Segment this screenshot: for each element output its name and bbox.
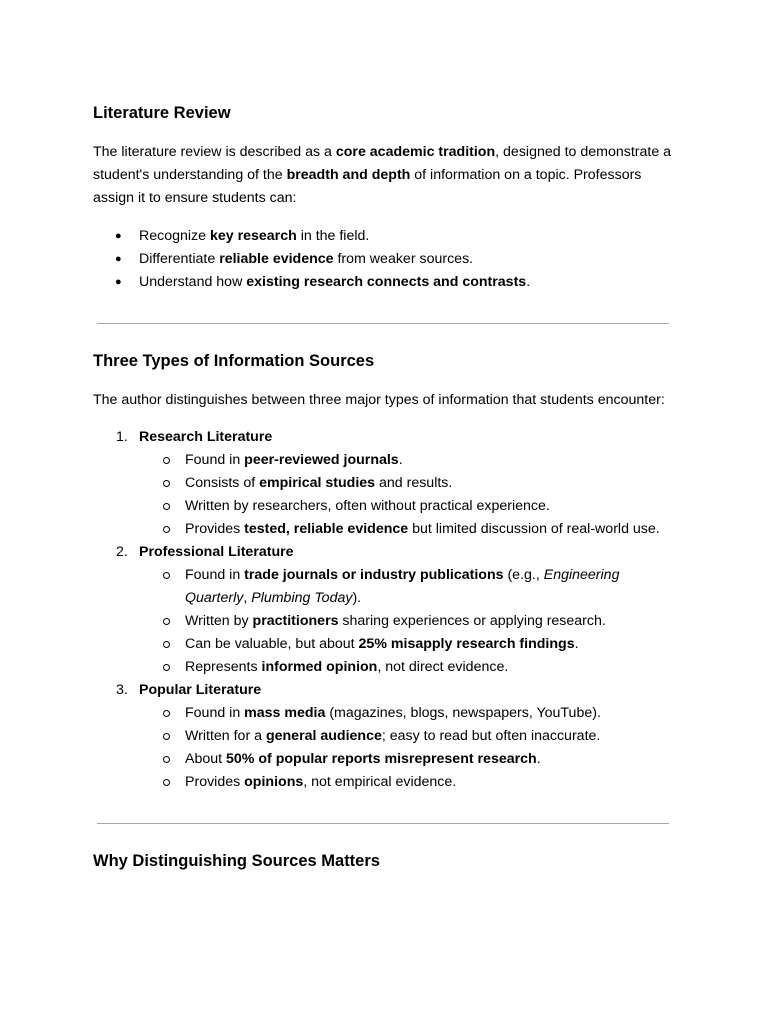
source-types-list — [93, 426, 683, 794]
bold-text: reliable evidence — [219, 251, 334, 267]
list-item — [139, 495, 683, 518]
text-run: sharing experiences or applying research. — [338, 613, 606, 629]
list-item — [139, 725, 683, 748]
source-type-item — [93, 679, 683, 794]
text-run: Found in — [185, 567, 245, 583]
bold-text: empirical studies — [259, 475, 376, 491]
text-run: (magazines, blogs, newspapers, YouTube). — [325, 705, 601, 721]
bold-text: informed opinion — [261, 659, 378, 675]
text-run: Provides — [185, 774, 245, 790]
text-run: Understand how — [139, 274, 247, 290]
text-run: , not empirical evidence. — [303, 774, 457, 790]
list-item — [139, 633, 683, 656]
bold-text: peer-reviewed journals — [244, 452, 399, 468]
bold-text: 50% of popular reports misrepresent research — [226, 751, 537, 767]
text-run: Recognize — [139, 228, 210, 244]
text-run: The literature review is described as a — [93, 144, 336, 160]
text-run: Written by — [185, 613, 253, 629]
bold-text: practitioners — [252, 613, 339, 629]
list-item — [139, 472, 683, 495]
list-number: 3. — [116, 682, 128, 698]
text-run: in the field. — [296, 228, 370, 244]
text-run: Found in — [185, 705, 245, 721]
intro-paragraph — [93, 141, 683, 210]
list-item — [139, 518, 683, 541]
list-item — [139, 702, 683, 725]
text-run: ). — [352, 590, 362, 606]
italic-text: Engineering Quarterly — [185, 567, 620, 606]
text-run: Written by researchers, often without practical experience. — [185, 498, 550, 514]
bold-text: mass media — [244, 705, 326, 721]
bold-text: breadth and depth — [286, 167, 411, 183]
text-run: . — [574, 636, 579, 652]
list-item — [93, 225, 683, 248]
source-detail-list — [139, 564, 683, 679]
text-run: Provides — [185, 521, 245, 537]
text-run: Written for a — [185, 728, 266, 744]
list-item — [139, 656, 683, 679]
section-divider — [97, 323, 669, 324]
list-item — [139, 748, 683, 771]
bold-text: tested, reliable evidence — [244, 521, 409, 537]
ability-list — [93, 225, 683, 294]
source-type-title: Popular Literature — [139, 682, 262, 698]
list-item — [93, 271, 683, 294]
text-run: , designed to demonstrate a student's understanding of the — [93, 144, 672, 183]
source-type-item — [93, 426, 683, 541]
bold-text: general audience — [265, 728, 382, 744]
section-heading-source-types: Three Types of Information Sources — [93, 352, 375, 370]
text-run: . — [398, 452, 403, 468]
source-detail-list — [139, 702, 683, 794]
text-run: About — [185, 751, 227, 767]
source-type-item — [93, 541, 683, 679]
list-item — [139, 564, 683, 610]
source-type-title: Professional Literature — [139, 544, 294, 560]
text-run: ; easy to read but often inaccurate. — [381, 728, 601, 744]
text-run: Found in — [185, 452, 245, 468]
list-number: 1. — [116, 429, 128, 445]
text-run: (e.g., — [503, 567, 544, 583]
text-run: from weaker sources. — [333, 251, 474, 267]
bold-text: opinions — [244, 774, 304, 790]
text-run: Represents — [185, 659, 262, 675]
list-item — [139, 771, 683, 794]
text-run: and results. — [375, 475, 453, 491]
source-detail-list — [139, 449, 683, 541]
text-run: but limited discussion of real-world use. — [408, 521, 660, 537]
text-run: Can be valuable, but about — [185, 636, 359, 652]
document-page — [93, 100, 683, 874]
list-number: 2. — [116, 544, 128, 560]
text-run: Consists of — [185, 475, 260, 491]
list-item — [139, 449, 683, 472]
bold-text: 25% misapply research findings — [358, 636, 575, 652]
text-run: Differentiate — [139, 251, 220, 267]
list-item — [93, 248, 683, 271]
bold-text: existing research connects and contrasts — [246, 274, 527, 290]
section-divider — [97, 823, 669, 824]
text-run: . — [536, 751, 541, 767]
text-run: . — [526, 274, 531, 290]
text-run: of information on a topic. Professors assign it to ensure students can: — [93, 167, 642, 206]
types-intro-paragraph: The author distinguishes between three major types of information that students encounter: — [93, 392, 665, 408]
text-run: , — [243, 590, 252, 606]
list-item — [139, 610, 683, 633]
source-type-title: Research Literature — [139, 429, 273, 445]
bold-text: core academic tradition — [335, 144, 496, 160]
bold-text: trade journals or industry publications — [244, 567, 504, 583]
italic-text: Plumbing Today — [251, 590, 353, 606]
bold-text: key research — [209, 228, 297, 244]
section-heading-why-distinguishing: Why Distinguishing Sources Matters — [93, 852, 380, 870]
section-heading-literature-review: Literature Review — [93, 104, 231, 122]
text-run: , not direct evidence. — [377, 659, 509, 675]
